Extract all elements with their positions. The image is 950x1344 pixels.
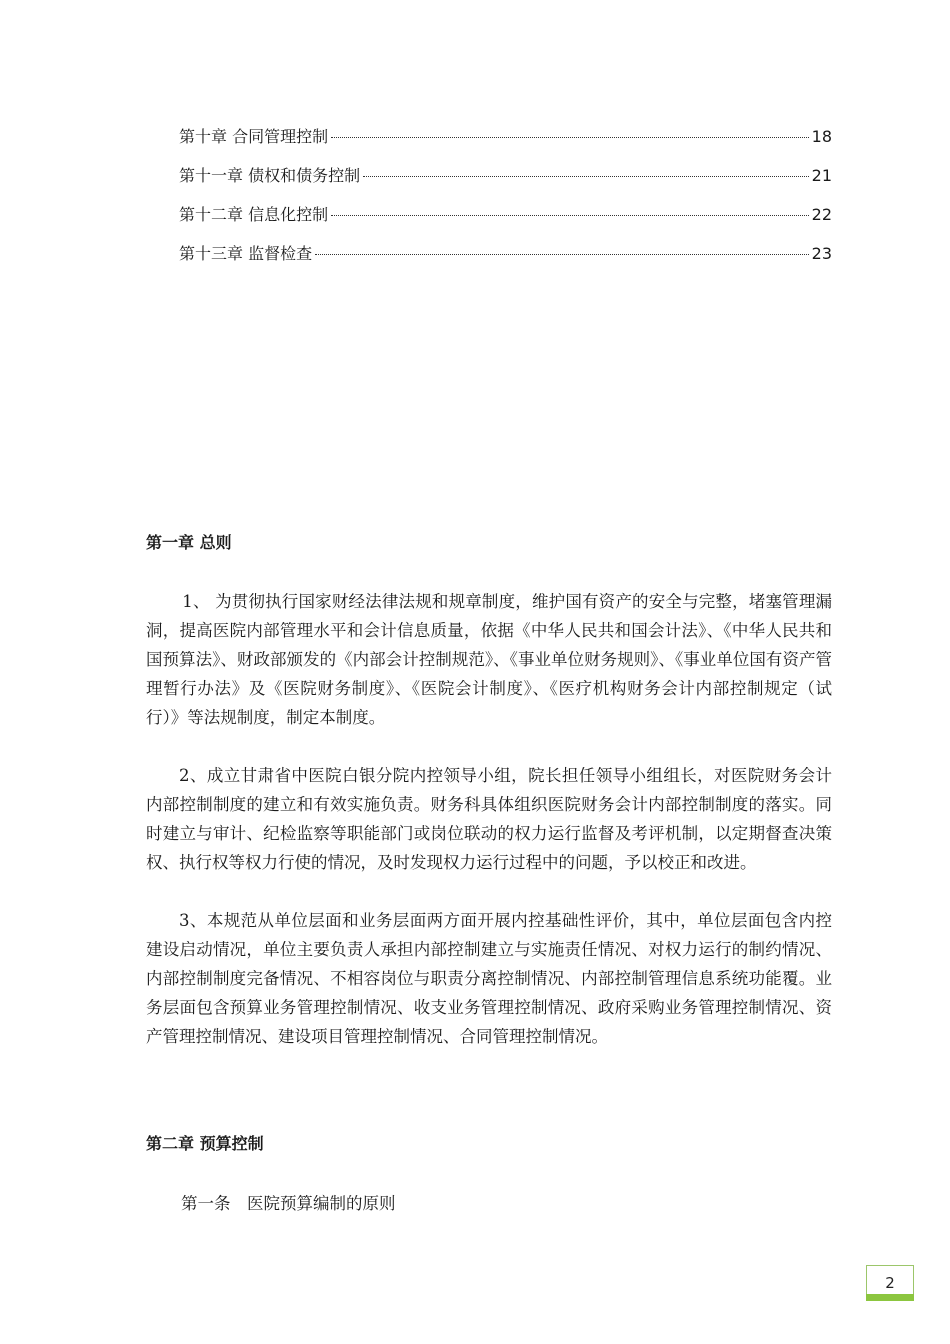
paragraph-2: 2、成立甘肃省中医院白银分院内控领导小组，院长担任领导小组组长，对医院财务会计内部控制制度的建立和有效实施负责。财务科具体组织医院财务会计内部控制制度的落实。同时建立与审计、纪检监察等职能部门或岗位联动的权力运行监督及考评机制，以定期督查决策权、执行权等权力行使的情况，及时发现权力运行过程中的问题，予以校正和改进。 xyxy=(146,766,832,872)
table-of-contents xyxy=(179,124,832,280)
toc-entry-title: 第十章 合同管理控制 xyxy=(179,127,329,146)
toc-dot-leader xyxy=(331,215,809,216)
toc-entry[interactable] xyxy=(179,202,832,241)
chapter-heading: 第一章 总则 xyxy=(146,533,232,552)
toc-entry-page: 18 xyxy=(811,127,832,146)
toc-entry-title: 第十一章 债权和债务控制 xyxy=(179,166,361,185)
page-number: 2 xyxy=(885,1274,895,1292)
toc-dot-leader xyxy=(363,176,809,177)
toc-dot-leader xyxy=(331,137,809,138)
article-heading: 第一条 医院预算编制的原则 xyxy=(181,1194,396,1213)
toc-dot-leader xyxy=(315,254,809,255)
toc-entry-page: 21 xyxy=(811,166,832,185)
page-number-accent-bar xyxy=(866,1294,914,1301)
paragraph-1: 1、 为贯彻执行国家财经法律法规和规章制度，维护国有资产的安全与完整，堵塞管理漏洞，提高医院内部管理水平和会计信息质量，依据《中华人民共和国会计法》、《中华人民共和国预算法》、财政部颁发的《内部会计控制规范》、《事业单位财务规则》、《事业单位国有资产管理暂行办法》及《医院财务制度》、《医院会计制度》、《医疗机构财务会计内部控制规定（试行）》等法规制度，制定本制度。 xyxy=(146,592,832,727)
toc-entry-page: 22 xyxy=(811,205,832,224)
toc-entry-title: 第十二章 信息化控制 xyxy=(179,205,329,224)
toc-entry[interactable] xyxy=(179,124,832,163)
toc-entry-page: 23 xyxy=(811,244,832,263)
toc-entry-title: 第十三章 监督检查 xyxy=(179,244,313,263)
toc-entry[interactable] xyxy=(179,163,832,202)
chapter-heading: 第二章 预算控制 xyxy=(146,1134,264,1153)
paragraph-3: 3、本规范从单位层面和业务层面两方面开展内控基础性评价，其中，单位层面包含内控建设启动情况，单位主要负责人承担内部控制建立与实施责任情况、对权力运行的制约情况、内部控制制度完备情况、不相容岗位与职责分离控制情况、内部控制管理信息系统功能覆。业务层面包含预算业务管理控制情况、收支业务管理控制情况、政府采购业务管理控制情况、资产管理控制情况、建设项目管理控制情况、合同管理控制情况。 xyxy=(146,911,832,1046)
toc-entry[interactable] xyxy=(179,241,832,280)
